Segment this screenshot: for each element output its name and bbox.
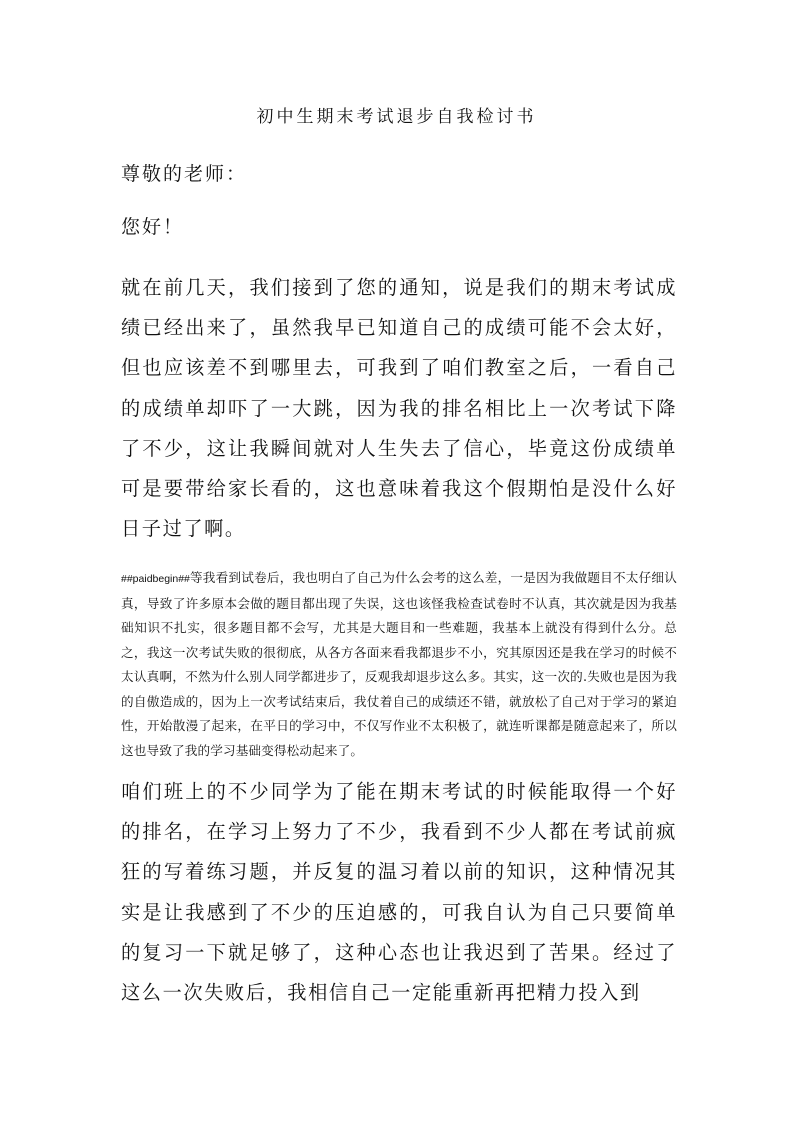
- body-paragraph: 就在前几天，我们接到了您的通知，说是我们的期末考试成绩已经出来了，虽然我早已知道自己的成绩可能不会太好，但也应该差不到哪里去，可我到了咱们教室之后，一看自己的成绩单却吓了一大跳，因为我的排名相比上一次考试下降了不少，这让我瞬间就对人生失去了信心，毕竟这份成绩单可是要带给家长看的，这也意味着我这个假期怕是没什么好日子过了啊。: [121, 276, 677, 541]
- paid-section-text: 等我看到试卷后，我也明白了自己为什么会考的这么差，一是因为我做题目不太仔细认真，导致了许多原本会做的题目都出现了失误，这也该怪我检查试卷时不认真，其次就是因为我基础知识不扎实，很多题目都不会写，尤其是大题目和一些难题，我基本上就没有得到什么分。总之，我这一次考试失败的很彻底，从各方各面来看我都退步不小，究其原因还是我在学习的时候不太认真啊，不然为什么别人同学都进步了，反观我却退步这么多。其实，这一次的.失败也是因为我的自傲造成的，因为上一次考试结束后，我仗着自己的成绩还不错，就放松了自己对于学习的紧迫性，开始散漫了起来，在平日的学习中，不仅写作业不太积极了，就连听课都是随意起来了，所以这也导致了我的学习基础变得松动起来了。: [121, 570, 677, 758]
- salutation: 尊敬的老师：: [121, 163, 248, 185]
- body-paragraph: 咱们班上的不少同学为了能在期末考试的时候能取得一个好的排名，在学习上努力了不少，我看到不少人都在考试前疯狂的写着练习题，并反复的温习着以前的知识，这种情况其实是让我感到了不少的压迫感的，可我自认为自己只要简单的复习一下就足够了，这种心态也让我迟到了苦果。经过了这么一次失败后，我相信自己一定能重新再把精力投入到: [121, 780, 677, 1005]
- paid-section-paragraph: [121, 566, 677, 763]
- document-title: 初中生期末考试退步自我检讨书: [256, 107, 537, 127]
- greeting: 您好！: [121, 216, 185, 238]
- paid-begin-marker: ##paidbegin##: [121, 573, 190, 585]
